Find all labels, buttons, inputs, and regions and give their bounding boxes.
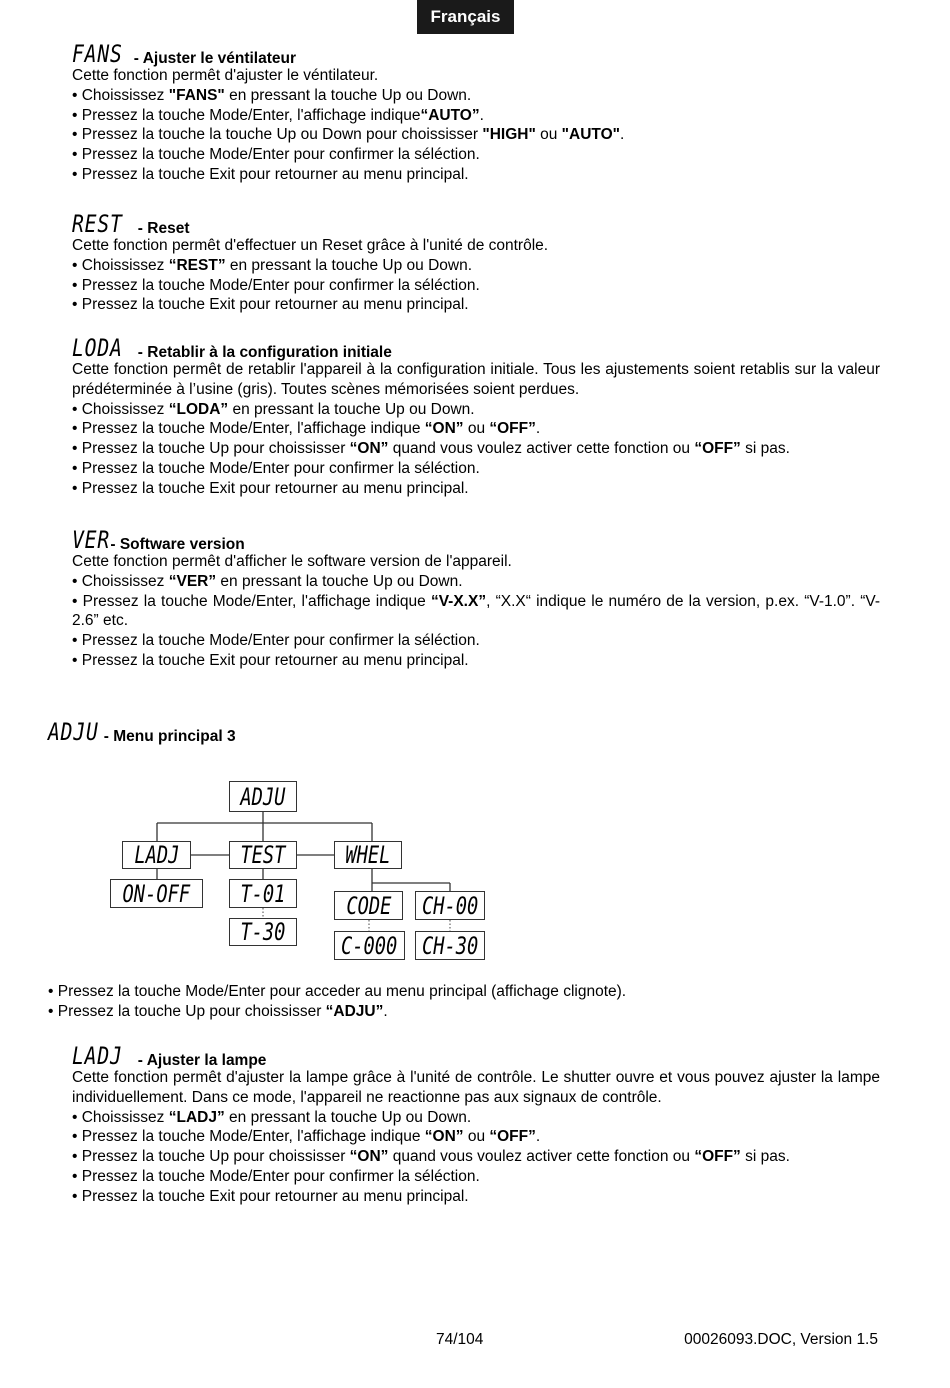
section-title: - Reset: [137, 220, 190, 238]
bullet-item: • Pressez la touche Exit pour retourner au menu principal.: [72, 1187, 469, 1205]
bullet-item: • Choississez “REST” en pressant la touche Up ou Down.: [72, 256, 473, 274]
lcd-code-label: ADJU: [48, 718, 99, 746]
menu-node-adju: ADJU: [229, 781, 297, 812]
bullet-item: • Pressez la touche Up pour choississer “ADJU”.: [48, 1002, 388, 1020]
section-heading: [48, 720, 856, 744]
language-badge: Français: [417, 0, 514, 34]
bullet-item: • Choississez “LODA” en pressant la touche Up ou Down.: [72, 400, 475, 418]
bullet-item: • Pressez la touche Mode/Enter pour confirmer la séléction.: [72, 459, 480, 477]
document-version: 00026093.DOC, Version 1.5: [684, 1331, 878, 1348]
bullet-item: • Pressez la touche Mode/Enter pour confirmer la séléction.: [72, 1167, 480, 1185]
bullet-item: • Pressez la touche Mode/Enter pour confirmer la séléction.: [72, 276, 480, 294]
section-heading: [72, 336, 880, 360]
section-heading: [72, 212, 880, 236]
menu-node-code: CODE: [334, 891, 403, 920]
menu-node-ch30: CH-30: [415, 931, 485, 960]
menu-tree-diagram: [100, 775, 500, 970]
section-title: - Retablir à la configuration initiale: [137, 344, 392, 362]
menu-node-ch00: CH-00: [415, 891, 485, 920]
bullet-item: • Pressez la touche Exit pour retourner au menu principal.: [72, 165, 469, 183]
menu-node-ladj: LADJ: [122, 841, 191, 869]
bullet-item: • Pressez la touche Mode/Enter, l'affichage indique “V-X.X”, “X.X“ indique le numéro de la version, p.ex. “V-1.0”. “V-2.6” etc.: [72, 592, 881, 630]
bullet-item: • Pressez la touche Exit pour retourner au menu principal.: [72, 651, 469, 669]
bullet-item: • Pressez la touche Mode/Enter pour confirmer la séléction.: [72, 146, 480, 164]
section-intro: Cette fonction permêt d'ajuster la lampe grâce à l'unité de contrôle. Le shutter ouvre et vous pouvez ajuster la lampe individuellement. Dans ce mode, l'appareil ne reactionne pas aux signaux de contrôle.: [72, 1069, 880, 1106]
section-title: - Menu principal 3: [103, 728, 236, 746]
section-title: - Ajuster le véntilateur: [133, 50, 297, 68]
section-intro: Cette fonction permêt de retablir l'appareil à la configuration initiale. Tous les ajustements soient retablis sur la valeur prédéterminée à l’usine (gris). Toutes scènes mémorisées soient perdues.: [72, 361, 880, 398]
section-intro: Cette fonction permêt d'effectuer un Reset grâce à l'unité de contrôle.: [72, 237, 549, 254]
bullet-item: • Pressez la touche Mode/Enter, l'affichage indique “ON” ou “OFF”.: [72, 1128, 541, 1146]
bullet-item: • Choississez “VER” en pressant la touche Up ou Down.: [72, 572, 463, 590]
section-intro: Cette fonction permêt d'ajuster le véntilateur.: [72, 67, 379, 84]
page-number: 74/104: [436, 1331, 484, 1348]
lcd-code-label: FANS: [72, 40, 123, 68]
bullet-item: • Pressez la touche Up pour choississer “ON” quand vous voulez activer cette fonction ou “OFF” si pas.: [72, 1148, 790, 1166]
section-fans: [72, 42, 880, 185]
lcd-code-label: VER: [72, 526, 111, 554]
lcd-code-label: LODA: [72, 334, 123, 362]
menu-node-t01: T-01: [229, 879, 297, 908]
bullet-item: • Choississez "FANS" en pressant la touche Up ou Down.: [72, 86, 472, 104]
menu-node-test: TEST: [229, 841, 297, 869]
menu-node-on-off: ON-OFF: [110, 879, 203, 908]
menu-node-t30: T-30: [229, 918, 297, 946]
section-adju-bullets: [48, 982, 856, 1022]
bullet-item: • Choississez “LADJ” en pressant la touche Up ou Down.: [72, 1108, 472, 1126]
section-rest: [72, 212, 880, 315]
lcd-code-label: REST: [72, 210, 123, 238]
section-heading: [72, 42, 880, 66]
section-intro: Cette fonction permêt d'afficher le software version de l'appareil.: [72, 553, 512, 570]
bullet-item: • Pressez la touche Mode/Enter pour acceder au menu principal (affichage clignote).: [48, 983, 627, 1000]
lcd-code-label: LADJ: [72, 1042, 123, 1070]
bullet-item: • Pressez la touche Mode/Enter, l'affichage indique “ON” ou “OFF”.: [72, 420, 541, 438]
section-ver: [72, 528, 880, 671]
section-heading: [72, 1044, 880, 1068]
section-title: - Software version: [110, 536, 245, 554]
section-loda: [72, 336, 880, 499]
menu-node-whel: WHEL: [334, 841, 402, 869]
bullet-item: • Pressez la touche la touche Up ou Down pour choississer "HIGH" ou "AUTO".: [72, 126, 625, 144]
bullet-item: • Pressez la touche Mode/Enter, l'affichage indique“AUTO”.: [72, 106, 484, 124]
bullet-item: • Pressez la touche Up pour choississer “ON” quand vous voulez activer cette fonction ou “OFF” si pas.: [72, 440, 790, 458]
bullet-item: • Pressez la touche Exit pour retourner au menu principal.: [72, 479, 469, 497]
section-title: - Ajuster la lampe: [137, 1052, 267, 1070]
bullet-item: • Pressez la touche Exit pour retourner au menu principal.: [72, 296, 469, 314]
section-ladj: [72, 1044, 880, 1207]
bullet-item: • Pressez la touche Mode/Enter pour confirmer la séléction.: [72, 632, 480, 650]
section-adju: [48, 720, 856, 744]
menu-node-c000: C-000: [334, 931, 405, 960]
section-heading: [72, 528, 880, 552]
